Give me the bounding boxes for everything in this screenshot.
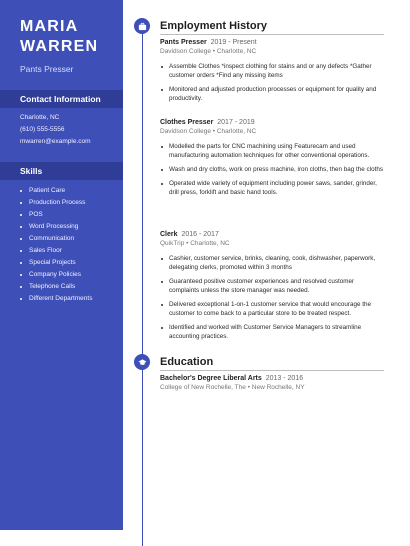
job-bullet: Guaranteed positive customer experiences and resolved customer complaints unless the store manager was needed.	[160, 277, 384, 295]
job-bullet: Operated wide variety of equipment including power saws, sander, grinder, drill press, forklift and basic hand tools.	[160, 179, 384, 197]
contact-section-header	[0, 90, 123, 108]
job-role: Clothes Presser	[160, 119, 214, 126]
skill-item: Sales Floor	[20, 245, 120, 257]
job-dates: 2017 - 2019	[217, 119, 255, 126]
skills-section-header	[0, 162, 123, 180]
job-bullet: Delivered exceptional 1-on-1 customer service that would encourage the customer to come back to a particular store to be treated respect.	[160, 300, 384, 318]
education-heading: Education	[160, 356, 214, 368]
job-dates: 2016 - 2017	[181, 231, 219, 238]
job-location: Charlotte, NC	[216, 128, 257, 135]
education-entry: Bachelor's Degree Liberal Arts 2013 - 2016 College of New Rochelle, The • New Rochelle, NY	[160, 375, 305, 391]
skill-item: Company Policies	[20, 269, 120, 281]
job-dates: 2019 - Present	[210, 39, 257, 46]
briefcase-icon	[134, 18, 150, 34]
education-degree: Bachelor's Degree Liberal Arts	[160, 375, 262, 382]
job-bullet: Modelled the parts for CNC machining using Featurecam and used manufacturing automation techniques for other conventional operations.	[160, 142, 384, 160]
graduation-cap-icon	[134, 354, 150, 370]
job-bullet: Monitored and adjusted production processes or equipment for quality and productivity.	[160, 85, 384, 103]
job-company: Davidson College	[160, 48, 211, 55]
skill-item: Patient Care	[20, 185, 120, 197]
skills-heading: Skills	[20, 166, 43, 176]
skill-item: Different Departments	[20, 293, 120, 305]
skill-item: Word Processing	[20, 221, 120, 233]
contact-city: Charlotte, NC	[20, 114, 60, 121]
employment-divider	[160, 34, 384, 35]
job-bullets	[160, 142, 384, 197]
job-bullet: Identified and worked with Customer Service Managers to streamline accounting practices.	[160, 323, 384, 341]
job-bullets	[160, 254, 384, 341]
candidate-name	[20, 17, 120, 57]
job-company: QuikTrip	[160, 240, 185, 247]
education-divider	[160, 370, 384, 371]
job-bullet: Assemble Clothes *inspect clothing for stains and or any defects *Gather customer orders *Find any missing items	[160, 62, 384, 80]
skill-item: POS	[20, 209, 120, 221]
job-entry: Clothes Presser 2017 - 2019 Davidson College • Charlotte, NC Modelled the parts for CNC machining using Featurecam and used manufacturing automation techniques for other conventional operations. Wash and dry cloths, work on press machine, iron cloths, then bag the cloths Operated wide variety of equipment including power saws, sander, grinder, drill press, forklift and basic hand tools.	[160, 119, 383, 196]
skill-item: Special Projects	[20, 257, 120, 269]
skill-item: Telephone Calls	[20, 281, 120, 293]
education-dates: 2013 - 2016	[265, 375, 304, 382]
main-content	[123, 0, 410, 530]
name-line-first: MARIA	[20, 18, 79, 35]
timeline-line	[142, 26, 143, 546]
name-line-last: WARREN	[20, 38, 99, 55]
contact-phone[interactable]: (610) 555-5556	[20, 126, 65, 133]
employment-heading: Employment History	[160, 20, 267, 32]
job-location: Charlotte, NC	[190, 240, 230, 247]
job-entry: Clerk 2016 - 2017 QuikTrip • Charlotte, NC Cashier, customer service, brinks, cleaning, cook, dishwasher, paperwork, delegating clerks, promoted within 3 months Guaranteed positive customer experiences and resolved customer complaints unless the store manager was needed. Delivered exceptional 1-on-1 customer service that would encourage the customer to come back to a particular store to be treated respect. Identified and worked with Customer Service Managers to streamline accounting practices.	[160, 231, 384, 346]
job-company: Davidson College	[160, 128, 211, 135]
sidebar	[0, 0, 123, 530]
job-location: Charlotte, NC	[216, 48, 257, 55]
job-bullets	[160, 62, 384, 103]
skills-list	[20, 185, 120, 305]
skill-item: Production Process	[20, 197, 120, 209]
education-school: College of New Rochelle, The	[160, 384, 246, 391]
education-location: New Rochelle, NY	[251, 384, 305, 391]
skill-item: Communication	[20, 233, 120, 245]
contact-email[interactable]: mwarren@example.com	[20, 138, 91, 145]
contact-heading: Contact Information	[20, 94, 101, 104]
job-role: Pants Presser	[160, 39, 207, 46]
job-entry: Pants Presser 2019 - Present Davidson College • Charlotte, NC Assemble Clothes *inspect clothing for stains and or any defects *Gather customer orders *Find any missing items Monitored and adjusted production processes or equipment for quality and productivity.	[160, 39, 384, 108]
job-bullet: Wash and dry cloths, work on press machine, iron cloths, then bag the cloths	[160, 165, 384, 174]
job-role: Clerk	[160, 231, 178, 238]
job-title: Pants Presser	[20, 64, 74, 74]
job-bullet: Cashier, customer service, brinks, cleaning, cook, dishwasher, paperwork, delegating clerks, promoted within 3 months	[160, 254, 384, 272]
